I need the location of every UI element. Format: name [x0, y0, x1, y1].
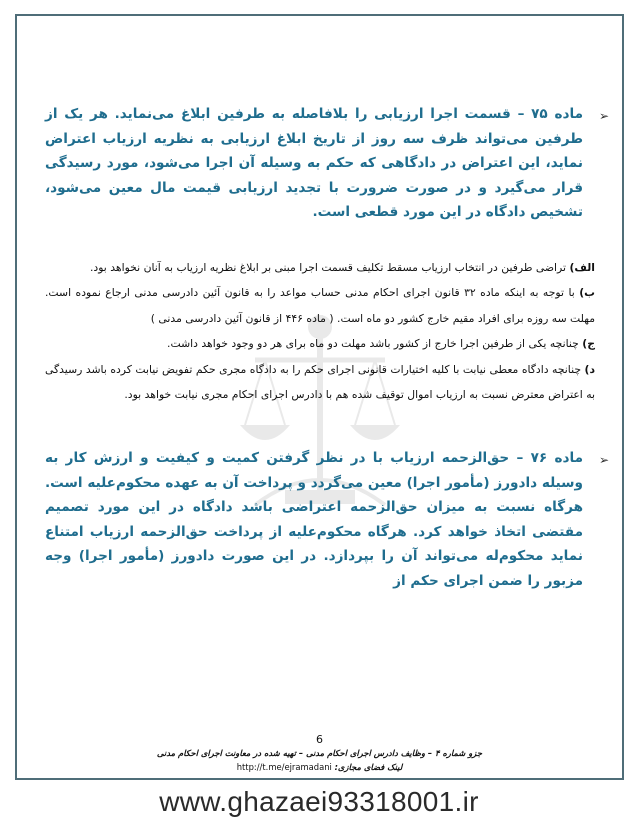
article-75-text: ماده ۷۵ – قسمت اجرا ارزیابی را بلافاصله به طرفین ابلاغ می‌نماید. هر یک از طرفین می‌تواند ظرف سه روز از تاریخ ابلاغ ارزیابی به نظریه ارزیاب اعتراض نماید، این اعتراض در دادگاهی که حکم به وسیله آن اجرا می‌شود، مورد رسیدگی قرار می‌گیرد و در صورت ضرورت با تجدید ارزیابی قیمت مال معین می‌شود، تشخیص دادگاه در این مورد قطعی است. — [45, 106, 583, 220]
notes-list — [45, 255, 595, 409]
note-a — [45, 255, 595, 281]
site-url-watermark: www.ghazaei93318001.ir — [159, 786, 479, 817]
note-d-label: د) — [584, 362, 595, 376]
page-number: 6 — [316, 733, 323, 746]
footer-booklet-title: جزو شماره ۴ – وظایف دادرس اجرای احکام مدنی – تهیه شده در معاونت اجرای احکام مدنی — [156, 748, 483, 758]
article-76-text: ماده ۷۶ – حق‌الزحمه ارزیاب با در نظر گرفتن کمیت و کیفیت و ارزش کار به وسیله دادورز (مأمور اجرا) معین می‌گردد و پرداخت آن به عهده محکوم‌علیه است. هرگاه نسبت به میزان حق‌الزحمه اعتراضی باشد دادگاه در این مورد تصمیم مقتضی اتخاذ خواهد کرد. هرگاه محکوم‌علیه از پرداخت حق‌الزحمه ارزیاب امتناع نماید محکوم‌له می‌تواند آن را بپردازد. در این صورت دادورز (مأمور اجرا) وجه مزبور را ضمن اجرای حکم از — [45, 450, 583, 589]
note-b-label: ب) — [579, 286, 595, 300]
document-body — [45, 102, 609, 593]
note-d-text: چنانچه دادگاه معطی نیابت با کلیه اختیارات قانونی اجرای حکم را به دادگاه مجری حکم تفویض نیابت کرده باشد رسیدگی به اعتراض معترض نسبت به ارزیاب اموال توقیف شده هم با دادرس اجرای احکام مجری نیابت خواهد بود. — [45, 362, 595, 402]
note-c — [45, 331, 595, 357]
note-a-text: تراضی طرفین در انتخاب ارزیاب مسقط تکلیف قسمت اجرا مبنی بر ابلاغ نظریه ارزیاب به آنان نخواهد بود. — [89, 260, 570, 274]
note-c-text: چنانچه یکی از طرفین اجرا خارج از کشور باشد مهلت دو ماه برای هر دو وجود خواهد داشت. — [167, 337, 583, 351]
footer-telegram-link[interactable]: http://t.me/ejramadani — [236, 762, 332, 772]
note-b-text: با توجه به اینکه ماده ۳۲ قانون اجرای احکام مدنی حساب مواعد را به قانون آئین دادرسی مدنی ارجاع نموده است. مهلت سه روزه برای افراد مقیم خارج کشور دو ماه است. ( ماده ۴۴۶ از قانون آئین دادرسی مدنی ) — [45, 286, 595, 325]
article-76 — [45, 446, 609, 593]
note-a-label: الف) — [569, 260, 595, 274]
arrow-bullet-icon: ➢ — [598, 453, 609, 468]
note-b — [45, 280, 595, 331]
arrow-bullet-icon: ➢ — [598, 109, 609, 123]
note-c-label: ج) — [582, 337, 595, 351]
footer-link-line — [15, 762, 624, 772]
article-75 — [45, 102, 609, 225]
note-d — [45, 357, 595, 408]
footer-link-label: لینک فضای مجازی: — [334, 762, 403, 772]
